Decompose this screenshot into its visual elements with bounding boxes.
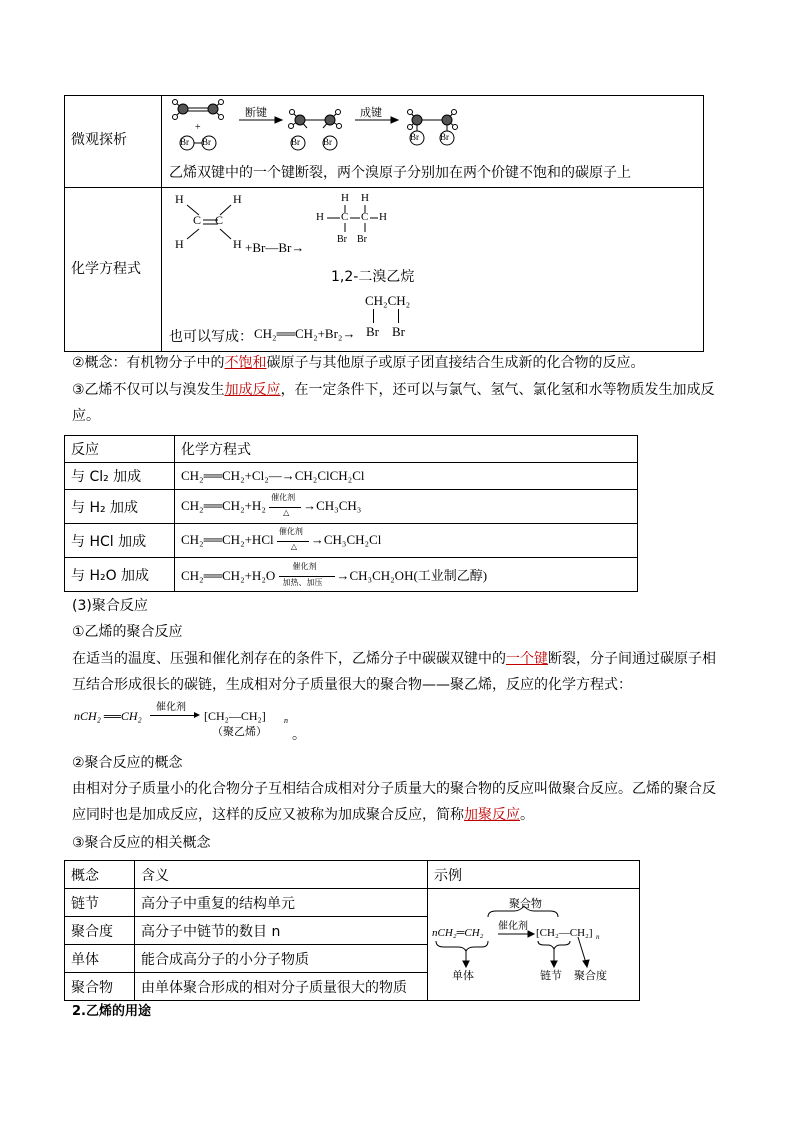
br-label: Br [180,137,189,147]
poly-condition: 催化剂 [156,702,186,713]
example-polymer-label: 聚合物 [509,897,542,910]
concept-text: ②概念：有机物分子中的 [72,355,225,371]
equation-rhs: CH₃CH₂Cl [323,532,382,548]
concept-paragraph [72,350,645,376]
alt-equation: CH₂══CH₂+Br₂→ [254,326,356,341]
atom-c: C [193,213,202,227]
poly-equation [74,700,314,744]
alt-top: CH₂CH₂ [365,293,411,308]
concept-meaning: 能合成高分子的小分子物质 [135,945,428,973]
equation-lhs: CH₂══CH₂+H₂O [181,567,276,583]
subsection-title: ②聚合反应的概念 [72,755,183,771]
example-unit-label: 链节 [540,969,562,982]
table-header: 反应 [65,436,175,463]
arrow-label-break: 断键 [245,106,267,119]
example-diagram [428,889,628,999]
atom-c: C [361,211,369,223]
concept-term: 聚合物 [65,973,135,1001]
alt-prefix: 也可以写成： [169,329,253,345]
polymer-concepts-table [64,860,640,1001]
condition-arrow [269,492,303,517]
highlight-unsaturated: 不饱和 [224,355,267,371]
condition-arrow [277,526,311,551]
reaction-label: 与 H₂O 加成 [65,558,175,592]
condition-arrow [279,562,337,587]
equation-rhs: CH₃CH₂OH(工业制乙醇) [349,567,488,583]
addition-paragraph [72,377,722,429]
atom-h: H [233,192,242,206]
highlight-addition-polymerization: 加聚反应 [464,807,520,823]
equation-lhs: CH₂══CH₂+HCl [181,532,274,548]
concept-term: 单体 [65,945,135,973]
br-label: Br [291,137,300,147]
condition-top: 催化剂 [292,562,317,571]
table-header: 概念 [65,861,135,889]
highlight-one-bond: 一个键 [506,651,548,667]
br-label: Br [323,137,332,147]
poly-name: （聚乙烯） [212,725,267,738]
product-name: 1,2-二溴乙烷 [331,269,415,285]
poly-text: 断裂，分子间通过碳原子相 [548,651,716,667]
reaction-label: 与 Cl₂ 加成 [65,463,175,490]
addition-text: 应。 [72,408,100,424]
atom-h: H [175,237,184,251]
table-header: 化学方程式 [175,436,638,463]
br-label: Br [337,234,347,245]
plus-sign: + [195,122,201,133]
concept-meaning: 高分子中链节的数目 n [135,917,428,945]
poly-lhs: nCH₂ ══CH₂ [74,709,142,723]
atom-h: H [379,211,387,223]
atom-h: H [175,192,184,206]
poly-concept-text: 由相对分子质量小的化合物分子互相结合成相对分子质量大的聚合物的反应叫做聚合反应。乙烯的聚合反 [72,781,716,797]
bromine-reactant: +Br—Br→ [245,240,305,255]
reaction-label: 与 H₂ 加成 [65,490,175,524]
example-degree-label: 聚合度 [574,969,607,982]
concept-text: 碳原子与其他原子或原子团直接结合生成新的化合物的反应。 [266,355,645,371]
condition-top: 催化剂 [278,526,303,536]
equation-lhs: CH₂══CH₂+H₂ [181,498,266,514]
atom-h: H [361,192,369,204]
mechanism-description: 乙烯双键中的一个键断裂，两个溴原子分别加在两个价键不饱和的碳原子上 [169,165,631,181]
br-label: Br [410,132,419,142]
example-lhs: nCH₂═CH₂ [432,927,484,939]
subsection-title: ③聚合反应的相关概念 [72,835,211,851]
table-header: 示例 [428,861,640,889]
atom-c: C [215,213,224,227]
poly-concept-text: 应同时也是加成反应，这样的反应又被称为加成聚合反应，简称 [72,807,464,823]
br-label: Br [202,137,211,147]
arrow-label-form: 成键 [360,106,382,119]
table-header: 含义 [135,861,428,889]
atom-h: H [233,237,242,251]
concept-meaning: 高分子中重复的结构单元 [135,889,428,917]
example-monomer-label: 单体 [452,969,474,982]
atom-h: H [341,192,349,204]
poly-text: 互结合形成很长的碳链，生成相对分子质量很大的聚合物——聚乙烯，反应的化学方程式： [72,677,632,693]
row-label-micro: 微观探析 [71,132,127,148]
highlight-addition: 加成反应 [224,382,281,398]
mechanism-diagram [167,98,467,154]
condition-bottom: △ [283,507,290,517]
example-condition: 催化剂 [498,921,528,932]
poly-rhs: [CH₂—CH₂] [204,709,266,723]
condition-top: 催化剂 [271,492,296,502]
br-label: Br [357,234,367,245]
poly-n: n [284,716,288,725]
reaction-label: 与 HCl 加成 [65,524,175,558]
addition-reactions-table [64,435,638,592]
alt-br: Br [392,324,405,339]
atom-h: H [316,211,324,223]
polymer-concept-paragraph [72,776,732,828]
mechanism-table [64,95,704,352]
example-rhs: [CH₂—CH₂] [536,927,593,939]
row-label-equation: 化学方程式 [71,261,141,277]
reaction-equation: CH₂══CH₂+Cl₂—→CH₂ClCH₂Cl [175,463,638,490]
poly-concept-text: 。 [520,807,534,823]
reaction-equation: CH₂══CH₂+H₂ 催化剂 △ →CH₃CH₃ [175,490,638,524]
example-cell [428,889,640,1001]
condition-bottom: △ [290,541,298,551]
section-title: (3)聚合反应 [72,598,148,614]
equation-rhs: CH₃CH₃ [316,498,362,514]
reaction-equation: CH₂══CH₂+HCl 催化剂 △ →CH₃CH₂Cl [175,524,638,558]
subsection-title: ①乙烯的聚合反应 [72,624,183,640]
atom-c: C [341,211,349,223]
poly-text: 在适当的温度、压强和催化剂存在的条件下，乙烯分子中碳碳双键中的 [72,651,506,667]
section-title-uses: 2.乙烯的用途 [72,1004,151,1019]
concept-term: 聚合度 [65,917,135,945]
concept-term: 链节 [65,889,135,917]
poly-period: 。 [292,727,306,743]
alt-br: Br [366,324,379,339]
reaction-equation: CH₂══CH₂+H₂O 催化剂 加热、加压 →CH₃CH₂OH(工业制乙醇) [175,558,638,592]
addition-text: ③乙烯不仅可以与溴发生 [72,382,225,398]
polymerization-paragraph [72,646,732,698]
condition-bottom: 加热、加压 [282,578,323,587]
br-label: Br [440,132,449,142]
example-n: n [596,933,600,941]
concept-meaning: 由单体聚合形成的相对分子质量很大的物质 [135,973,428,1001]
addition-text: ，在一定条件下，还可以与氯气、氢气、氯化氢和水等物质发生加成反 [280,382,715,398]
